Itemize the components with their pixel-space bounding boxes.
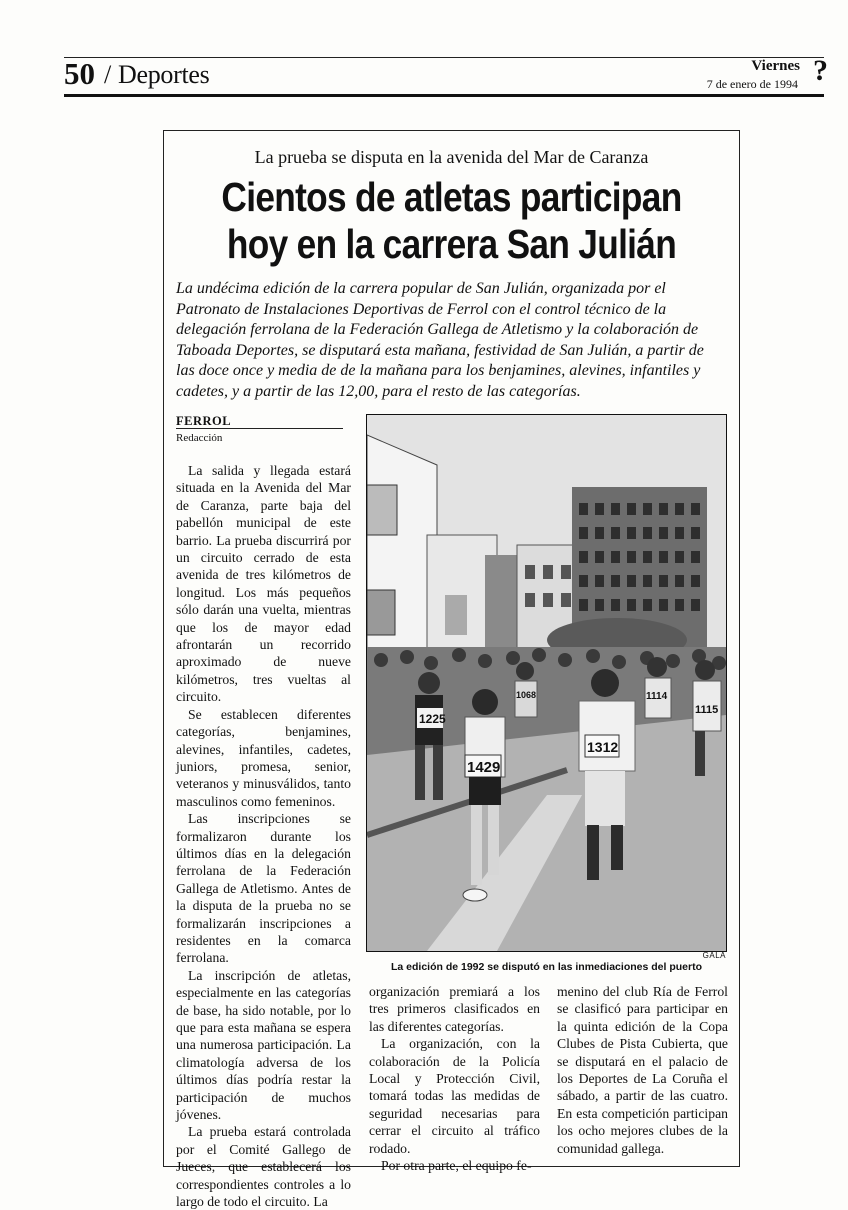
page-number: 50 xyxy=(64,56,95,91)
byline: FERROL xyxy=(176,414,232,428)
runner-bib-1312: 1312 xyxy=(587,739,619,755)
header-top-rule xyxy=(64,57,824,58)
race-photo-illustration xyxy=(367,415,726,951)
paragraph: Se establecen diferentes categorías, benjamines, alevines, infantiles, cadetes, juniors, promesa, senior, veteranos y minusválidos, tanto masculinos como femeninos. xyxy=(176,706,351,809)
headline-line-2: hoy en la carrera San Julián xyxy=(226,221,677,267)
article-column-1 xyxy=(176,462,351,1210)
runner-bib-1068: 1068 xyxy=(516,690,537,700)
section-title: Deportes xyxy=(118,60,210,89)
paragraph: Las inscripciones se formalizaron durante los últimos días en la delegación ferrolana de la Federación Gallega de Atletismo. Antes de la disputa de la prueba no se formalizarán inscripciones a residentes en la comarca ferrolana. xyxy=(176,811,351,966)
paragraph: Por otra parte, el equipo fe- xyxy=(381,1158,532,1174)
newspaper-logo: ? xyxy=(813,54,828,87)
issue-date: 7 de enero de 1994 xyxy=(706,77,798,91)
runner-bib-1114: 1114 xyxy=(646,691,668,702)
article-headline xyxy=(203,174,699,268)
paragraph: La salida y llegada estará situada en la Avenida del Mar de Caranza, parte baja del pabellón municipal de este barrio. La prueba discurrirá por un circuito cerrado de esta avenida de tres kilómetros de longitud. Los más pequeños sólo darán una vuelta, mientras que los de mayor edad afrontarán un recorrido aproximado de nueve kilómetros, tres vueltas al circuito. xyxy=(176,463,351,705)
runner-bib-1225: 1225 xyxy=(419,712,446,726)
weekday: Viernes xyxy=(751,58,800,74)
runner-bib-1115: 1115 xyxy=(695,704,719,716)
article-column-2 xyxy=(369,983,540,1174)
article-kicker: La prueba se disputa en la avenida del Mar de Caranza xyxy=(254,147,649,167)
paragraph: La inscripción de atletas, especialmente en las categorías de base, ha sido notable, por lo que para esta mañana se espera una numerosa participación. La climatología adversa de los últimos días podría restar la participación de muchos jóvenes. xyxy=(176,967,351,1123)
byline-rule xyxy=(176,428,343,429)
header-bottom-rule xyxy=(64,94,824,97)
paragraph: La prueba estará controlada por el Comité Gallego de Jueces, que establecerá los correspondientes controles a lo largo de todo el circuito. La xyxy=(176,1124,351,1210)
header-slash: / xyxy=(104,60,112,89)
runner-bib-1429: 1429 xyxy=(467,759,501,776)
photo-credit: GALA xyxy=(702,951,726,960)
paragraph: organización premiará a los tres primeros clasificados en las diferentes categorías. xyxy=(369,984,540,1034)
race-photo xyxy=(366,414,727,952)
article-lead: La undécima edición de la carrera popular de San Julián, organizada por el Patronato de Instalaciones Deportivas de Ferrol con el control técnico de la delegación ferrolana de la Federación Gallega de Atletismo y la colaboración de Taboada Deportes, se disputará esta mañana, festividad de San Julián, a partir de las doce once y media de de la mañana para los benjamines, alevines, infantiles y cadetes, y a partir de las 12,00, para el resto de las categorías. xyxy=(176,280,704,400)
photo-caption: La edición de 1992 se disputó en las inmediaciones del puerto xyxy=(390,961,702,973)
byline-sub: Redacción xyxy=(176,432,223,444)
article-column-3 xyxy=(557,983,728,1157)
paragraph: La organización, con la colaboración de la Policía Local y Protección Civil, tomará todas las medidas de seguridad necesarias para cerrar el circuito al tráfico rodado. xyxy=(369,1036,540,1156)
headline-line-1: Cientos de atletas participan xyxy=(221,174,682,220)
paragraph: menino del club Ría de Ferrol se clasificó para participar en la quinta edición de la Copa Clubes de Pista Cubierta, que se disputará en el palacio de los Deportes de La Coruña el sábado, a partir de las cuatro. En esta competición participan los ocho mejores clubes de la comunidad gallega. xyxy=(557,984,728,1156)
